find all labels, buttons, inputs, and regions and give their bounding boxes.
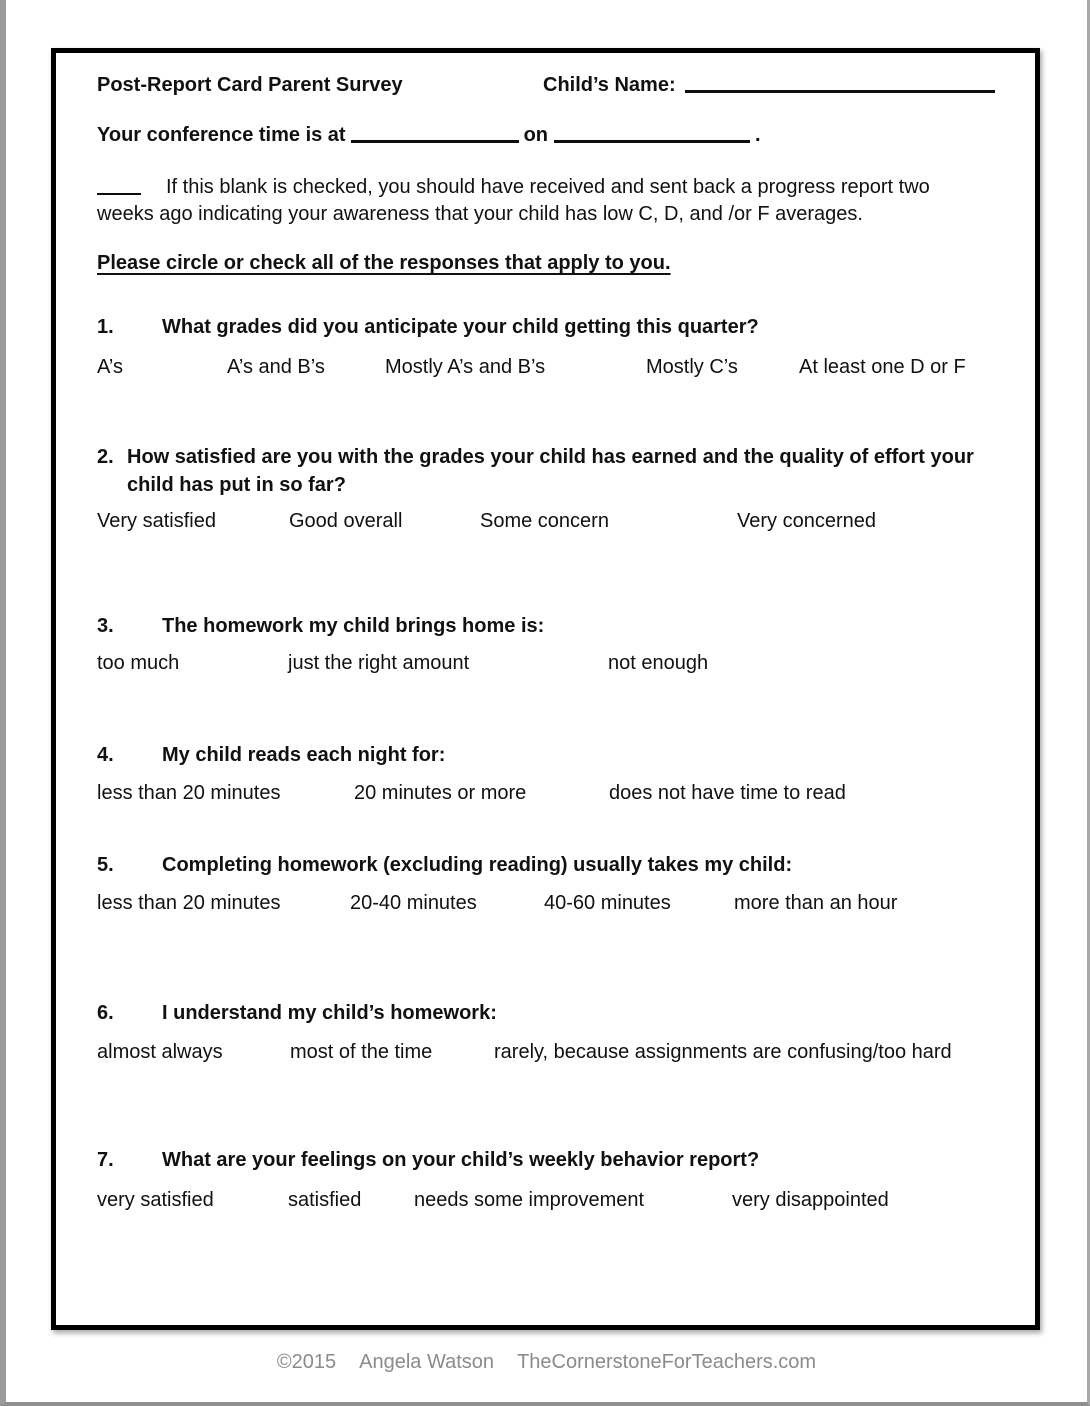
answer-option: just the right amount bbox=[288, 652, 470, 674]
question-block bbox=[97, 851, 995, 917]
answer-option: less than 20 minutes bbox=[97, 782, 281, 804]
progress-note bbox=[97, 174, 953, 228]
answer-option: almost always bbox=[97, 1041, 223, 1063]
question-heading bbox=[97, 741, 995, 769]
question-block bbox=[97, 1146, 995, 1214]
answer-option: most of the time bbox=[290, 1041, 433, 1063]
question-number: 1. bbox=[97, 316, 114, 338]
answer-option: very satisfied bbox=[97, 1189, 214, 1211]
form-border bbox=[51, 48, 1040, 1330]
conference-text-between: on bbox=[523, 124, 549, 146]
child-name-field bbox=[543, 71, 995, 99]
answer-option: Very satisfied bbox=[97, 510, 216, 532]
question-text: What grades did you anticipate your child getting this quarter? bbox=[162, 316, 759, 338]
answer-option: less than 20 minutes bbox=[97, 892, 281, 914]
answer-option: not enough bbox=[608, 652, 709, 674]
page-footer bbox=[6, 1348, 1087, 1378]
questions bbox=[97, 313, 995, 1214]
conference-text-before: Your conference time is at bbox=[97, 124, 346, 146]
progress-note-blank bbox=[97, 191, 141, 195]
answer-option: 20-40 minutes bbox=[350, 892, 477, 914]
question-number: 5. bbox=[97, 854, 114, 876]
author-text: Angela Watson bbox=[359, 1351, 495, 1373]
progress-note-text: If this blank is checked, you should have received and sent back a progress report two weeks ago indicating your awareness that your child has low C, D, and /or F averages. bbox=[97, 176, 930, 225]
conference-line bbox=[97, 121, 995, 149]
answer-option: 40-60 minutes bbox=[544, 892, 671, 914]
answer-option: Good overall bbox=[289, 510, 403, 532]
answer-option: too much bbox=[97, 652, 180, 674]
question-number: 2. bbox=[97, 446, 114, 468]
question-number: 6. bbox=[97, 1002, 114, 1024]
answer-option: Some concern bbox=[480, 510, 609, 532]
question-block bbox=[97, 612, 995, 677]
answer-option: needs some improvement bbox=[414, 1189, 645, 1211]
question-text: What are your feelings on your child’s weekly behavior report? bbox=[162, 1149, 760, 1171]
question-heading bbox=[97, 612, 995, 640]
conference-time-blank bbox=[351, 139, 519, 143]
answer-option: satisfied bbox=[288, 1189, 362, 1211]
answer-option: rarely, because assignments are confusing/too hard bbox=[494, 1041, 952, 1063]
question-number: 7. bbox=[97, 1149, 114, 1171]
question-block bbox=[97, 313, 995, 381]
question-heading bbox=[97, 999, 995, 1027]
answer-option: Very concerned bbox=[737, 510, 876, 532]
answer-options-row bbox=[97, 779, 995, 807]
question-text: I understand my child’s homework: bbox=[162, 1002, 497, 1024]
answer-option: Mostly A’s and B’s bbox=[385, 356, 546, 378]
question-block bbox=[97, 741, 995, 807]
answer-options-row bbox=[97, 889, 995, 917]
question-block bbox=[97, 999, 995, 1066]
answer-option: A’s and B’s bbox=[227, 356, 325, 378]
question-number: 4. bbox=[97, 744, 114, 766]
question-text: How satisfied are you with the grades your child has earned and the quality of effort your child has put in so far? bbox=[127, 446, 974, 496]
question-text: My child reads each night for: bbox=[162, 744, 446, 766]
answer-option: does not have time to read bbox=[609, 782, 846, 804]
question-number: 3. bbox=[97, 615, 114, 637]
question-text: The homework my child brings home is: bbox=[162, 615, 545, 637]
child-name-label: Child’s Name: bbox=[543, 74, 676, 96]
website-text: TheCornerstoneForTeachers.com bbox=[517, 1351, 817, 1373]
conference-text-after: . bbox=[755, 124, 761, 146]
answer-options-row bbox=[97, 649, 995, 677]
answer-option: more than an hour bbox=[734, 892, 898, 914]
question-heading bbox=[97, 313, 995, 341]
answer-option: A’s bbox=[97, 356, 123, 378]
question-heading bbox=[97, 851, 995, 879]
child-name-blank bbox=[685, 89, 995, 93]
conference-date-blank bbox=[554, 139, 750, 143]
answer-options-row bbox=[97, 353, 995, 381]
copyright-text: ©2015 bbox=[276, 1351, 337, 1373]
answer-option: Mostly C’s bbox=[646, 356, 738, 378]
answer-option: At least one D or F bbox=[799, 356, 966, 378]
instructions-heading: Please circle or check all of the responses that apply to you. bbox=[97, 252, 671, 274]
question-heading bbox=[97, 1146, 995, 1174]
answer-options-row bbox=[97, 507, 995, 535]
form-content bbox=[56, 53, 1035, 1214]
answer-option: very disappointed bbox=[732, 1189, 889, 1211]
form-header bbox=[97, 71, 995, 99]
answer-options-row bbox=[97, 1186, 995, 1214]
question-block bbox=[97, 443, 995, 535]
question-heading bbox=[97, 443, 995, 499]
page-title: Post-Report Card Parent Survey bbox=[97, 74, 403, 96]
answer-option: 20 minutes or more bbox=[354, 782, 527, 804]
answer-options-row bbox=[97, 1038, 995, 1066]
question-text: Completing homework (excluding reading) usually takes my child: bbox=[162, 854, 793, 876]
